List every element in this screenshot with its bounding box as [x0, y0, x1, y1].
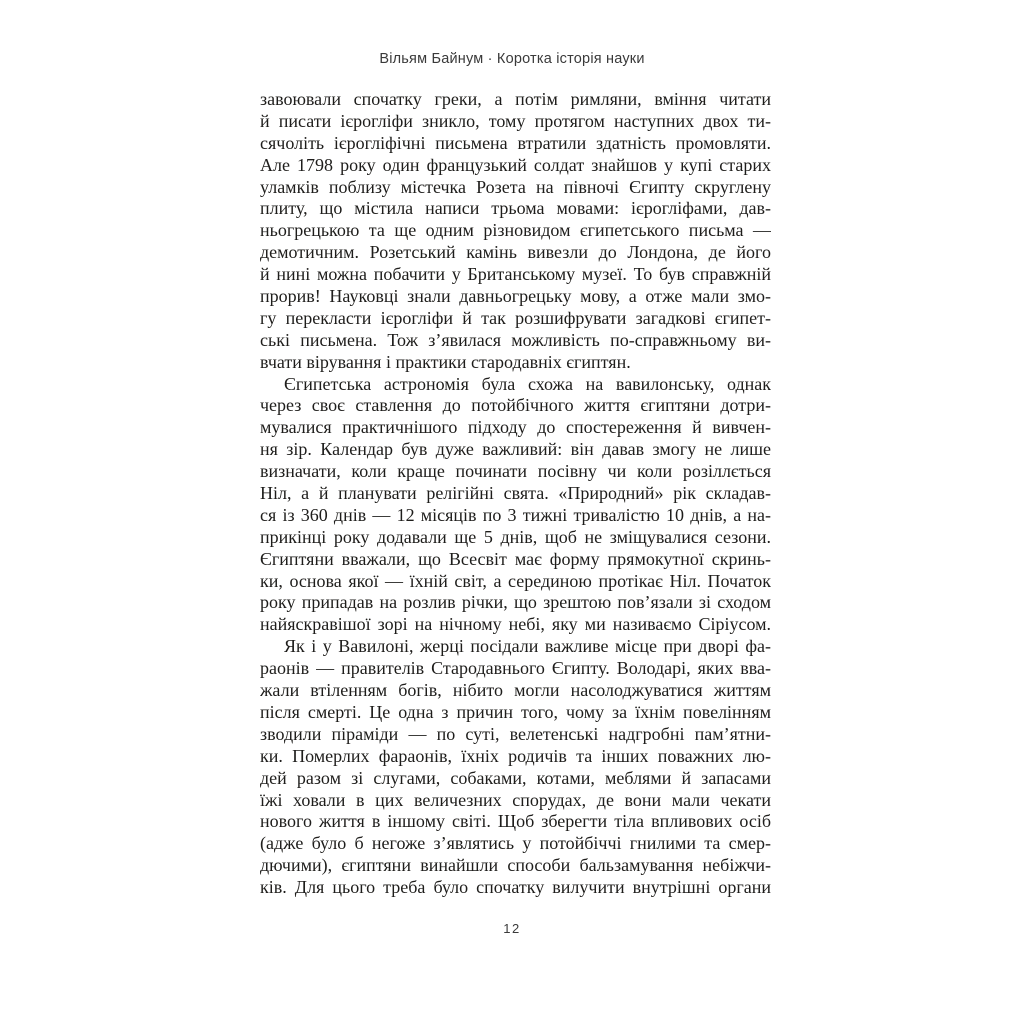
- text-line: найяскравішої зорі на нічному небі, яку ми називаємо Сіріусом.: [260, 614, 771, 635]
- text-line: ньогрецькою та ще одним різновидом єгипетського письма —: [260, 220, 771, 241]
- text-line: після смерті. Це одна з причин того, чому за їхнім повелінням: [260, 701, 771, 722]
- text-line: й нині можна побачити у Британському музеї. То був справжній: [260, 264, 771, 285]
- text-line: через своє ставлення до потойбічного життя єгиптяни дотри-: [260, 395, 771, 416]
- body-text: [260, 89, 771, 899]
- text-line: плиту, що містила написи трьома мовами: ієрогліфами, дав-: [260, 198, 771, 219]
- text-line: жали втіленням богів, нібито могли насолоджуватися життям: [260, 680, 771, 701]
- text-line: прорив! Науковці знали давньогрецьку мову, а отже мали змо-: [260, 286, 771, 307]
- paragraph: [260, 89, 771, 374]
- text-line: сячоліть ієрогліфічні письмена втратили здатність промовляти.: [260, 132, 771, 153]
- text-line: уламків поблизу містечка Розета на півночі Єгипту скруглену: [260, 176, 771, 197]
- text-line: й писати ієрогліфи зникло, тому протягом наступних двох ти-: [260, 110, 771, 131]
- text-line: їжі ховали в цих величезних спорудах, де вони мали чекати: [260, 789, 771, 810]
- text-line: Єгиптяни вважали, що Всесвіт має форму прямокутної скринь-: [260, 548, 771, 569]
- text-line: вчати вірування і практики стародавніх єгиптян.: [260, 351, 631, 372]
- text-line: Як і у Вавилоні, жерці посідали важливе місце при дворі фа-: [284, 636, 771, 657]
- text-line: раонів — правителів Стародавнього Єгипту. Володарі, яких вва-: [260, 658, 771, 679]
- text-line: ків. Для цього треба було спочатку вилучити внутрішні органи: [260, 877, 771, 898]
- text-line: ські письмена. Тож з’явилася можливість по-справжньому ви-: [260, 329, 771, 350]
- text-line: Єгипетська астрономія була схожа на вавилонську, однак: [284, 373, 771, 394]
- text-line: мувалися практичнішого підходу до спостереження й вивчен-: [260, 417, 771, 438]
- text-line: ки, основа якої — їхній світ, а серединою протікає Ніл. Початок: [260, 570, 771, 591]
- text-line: гу перекласти ієрогліфи й так розшифрувати загадкові єгипет-: [260, 307, 771, 328]
- text-line: дей разом зі слугами, собаками, котами, меблями й запасами: [260, 767, 771, 788]
- text-line: нового життя в іншому світі. Щоб зберегти тіла впливових осіб: [260, 811, 771, 832]
- paragraph: [260, 636, 771, 899]
- text-line: прикінці року додавали ще 5 днів, щоб не зміщувалися сезони.: [260, 526, 771, 547]
- text-line: ся із 360 днів — 12 місяців по 3 тижні тривалістю 10 днів, а на-: [260, 504, 771, 525]
- text-line: (адже було б негоже з’являтись у потойбіччі гнилими та смер-: [260, 833, 771, 854]
- text-line: ня зір. Календар був дуже важливий: він давав змогу не лише: [260, 439, 771, 460]
- text-line: дючими), єгиптяни винайшли способи бальзамування небіжчи-: [260, 855, 771, 876]
- text-line: Ніл, а й планувати релігійні свята. «Природний» рік складав-: [260, 483, 771, 504]
- page-number: 12: [503, 921, 521, 936]
- text-line: визначати, коли краще починати посівну чи коли розіллється: [260, 461, 771, 482]
- text-line: року припадав на розлив річки, що зрештою пов’язали зі сходом: [260, 592, 771, 613]
- text-line: зводили піраміди — по суті, велетенські надгробні пам’ятни-: [260, 723, 771, 744]
- text-line: Але 1798 року один французький солдат знайшов у купі старих: [260, 154, 771, 175]
- text-line: ки. Померлих фараонів, їхніх родичів та інших поважних лю-: [260, 745, 771, 766]
- running-header: Вільям Байнум · Коротка історія науки: [379, 51, 645, 67]
- paragraph: [260, 374, 771, 637]
- text-line: завоювали спочатку греки, а потім римляни, вміння читати: [260, 89, 771, 109]
- text-line: демотичним. Розетський камінь вивезли до Лондона, де його: [260, 242, 771, 263]
